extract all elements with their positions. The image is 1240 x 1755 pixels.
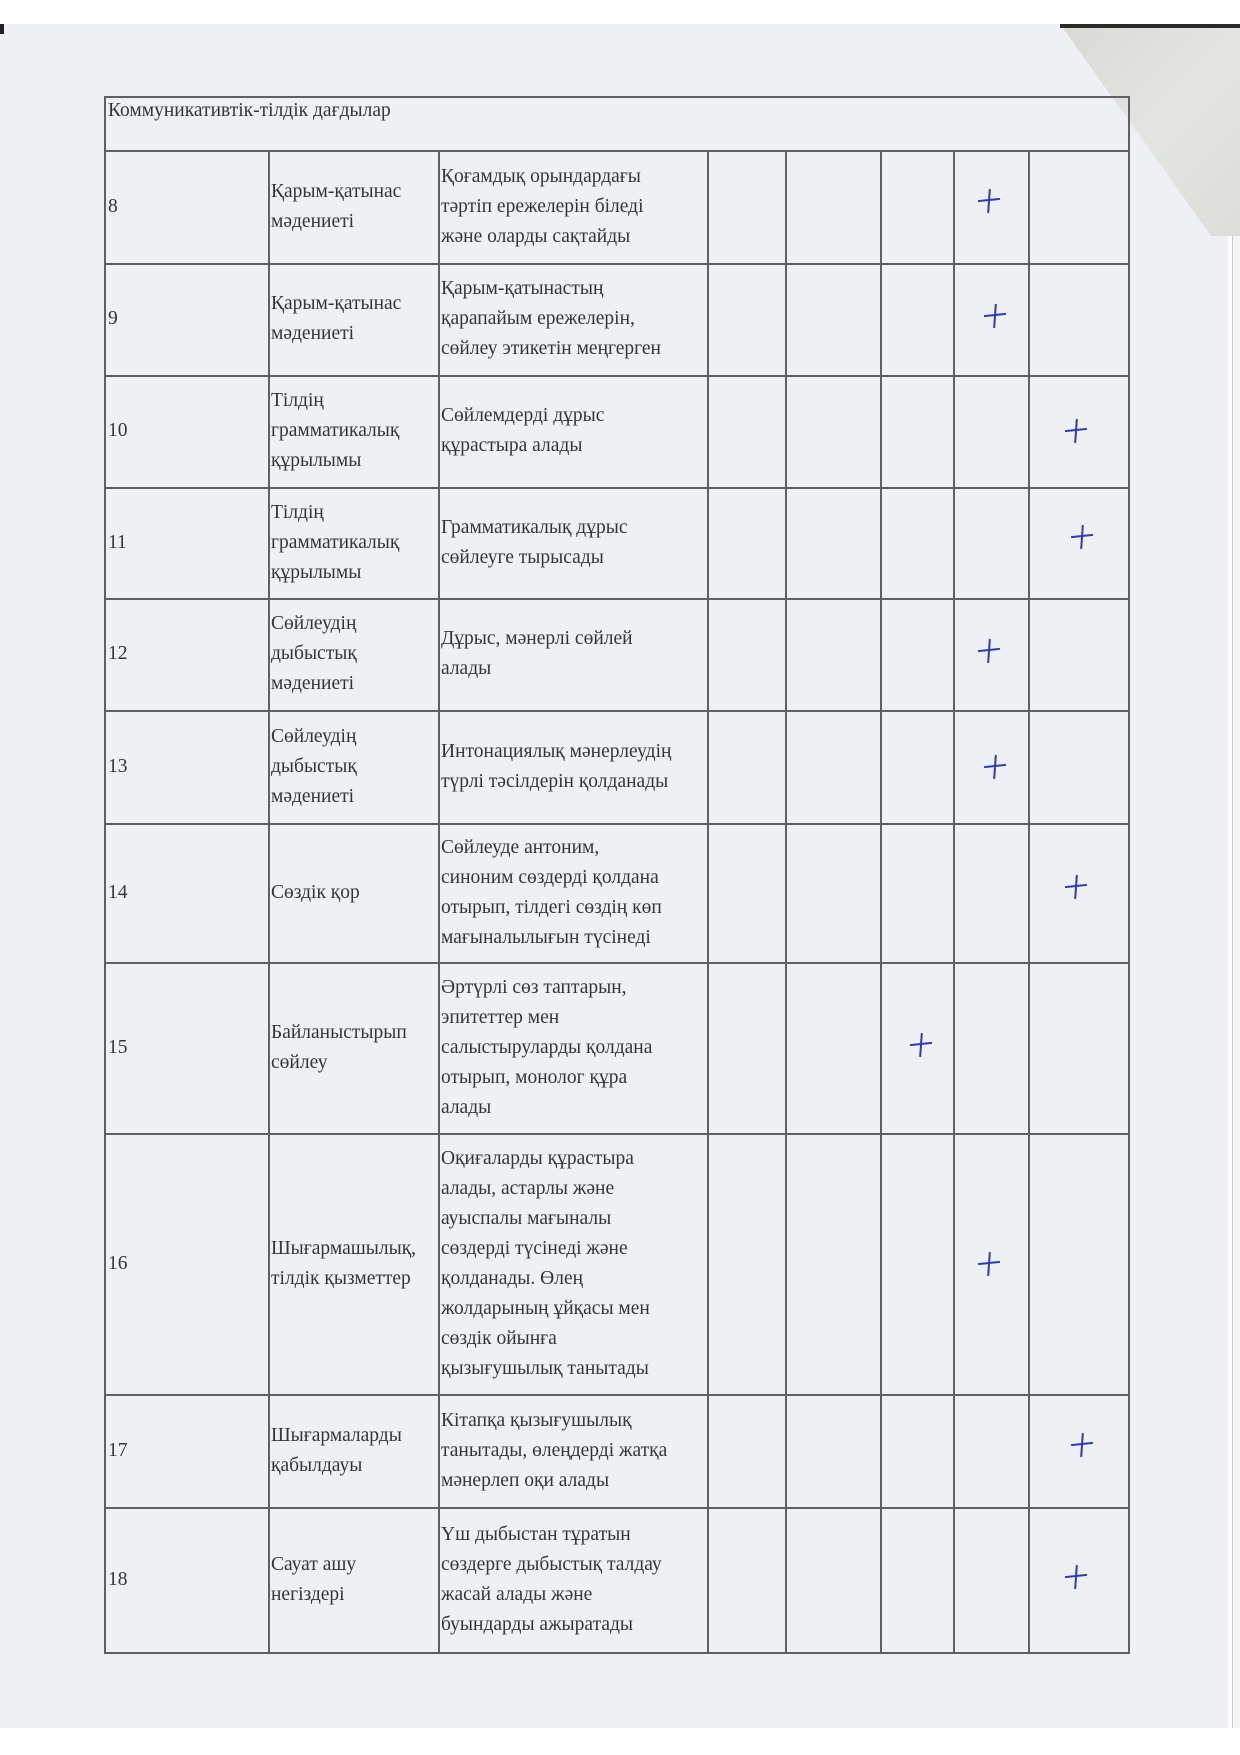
row-number: 12 (108, 643, 128, 664)
checkmark-plus-icon (1069, 523, 1095, 551)
skill-indicator (441, 737, 671, 797)
skill-indicator-line: жасай алады және (441, 1583, 593, 1605)
development-area-line: құрылымы (271, 561, 362, 583)
development-area-line: дыбыстық (271, 755, 357, 777)
skill-indicator-line: отырып, тілдегі сөздің көп (441, 896, 662, 918)
skill-indicator-line: Қарым-қатынастың (441, 278, 604, 299)
skill-indicator-line: Оқиғаларды құрастыра (441, 1147, 634, 1169)
row-number: 17 (108, 1439, 128, 1461)
table-column-rule (880, 150, 882, 1652)
scan-edge-mark (0, 24, 4, 34)
skill-indicator-line: алады (441, 1096, 492, 1118)
skill-indicator (441, 833, 662, 953)
skill-indicator-line: алады, астарлы және (441, 1177, 615, 1199)
skill-indicator (441, 401, 604, 461)
checkmark-plus-icon (1069, 1431, 1095, 1459)
table-row-rule (104, 487, 1130, 489)
development-area (271, 609, 357, 699)
skill-indicator-line: Сөйлеуде антоним, (441, 836, 600, 858)
checkmark-plus-icon (908, 1031, 934, 1059)
skill-indicator (441, 1144, 650, 1384)
checkmark-plus-icon (976, 187, 1002, 215)
checkmark-plus-icon (976, 1250, 1002, 1278)
development-area-line: мәдениеті (271, 673, 355, 694)
development-area-line: грамматикалық (271, 420, 400, 441)
table-row-rule (104, 150, 1130, 152)
development-area (271, 1234, 416, 1294)
skill-indicator-line: сөздерге дыбыстық талдау (441, 1553, 662, 1575)
skill-indicator-line: сөздік ойынға (441, 1327, 557, 1349)
skill-indicator-line: тәртіп ережелерін біледі (441, 195, 644, 217)
table-column-rule (953, 150, 955, 1652)
row-number: 11 (108, 531, 127, 553)
development-area-line: Сөйлеудің (271, 725, 357, 747)
development-area-line: тілдік қызметтер (271, 1267, 411, 1289)
development-area (271, 386, 399, 476)
skill-indicator-line: қарапайым ережелерін, (441, 308, 635, 329)
skill-indicator-line: Әртүрлі сөз таптарын, (441, 976, 627, 998)
table-row-rule (104, 96, 1130, 98)
checkmark-plus-icon (976, 637, 1002, 665)
development-area (271, 1421, 402, 1481)
skill-indicator-line: сөйлеу этикетін меңгерген (441, 338, 661, 359)
table-row-rule (104, 1507, 1130, 1509)
development-area (271, 1018, 407, 1078)
table-column-rule (1028, 150, 1030, 1652)
development-area-line: қабылдауы (271, 1454, 363, 1476)
skill-indicator-line: түрлі тәсілдерін қолданады (441, 770, 669, 792)
checkmark-plus-icon (982, 753, 1008, 781)
development-area-line: Шығармашылық, (271, 1237, 417, 1259)
table-row-rule (104, 1652, 1130, 1654)
row-number: 8 (108, 195, 118, 217)
skill-indicator-line: және оларды сақтайды (441, 225, 631, 247)
skill-indicator-line: құрастыра алады (441, 435, 583, 456)
development-area-line: Сөздік қор (271, 881, 360, 903)
row-number: 13 (108, 755, 128, 777)
skill-indicator-line: сөйлеуге тырысады (441, 546, 604, 568)
development-area (271, 878, 360, 908)
development-area-line: Тілдің (271, 501, 324, 523)
row-number: 18 (108, 1568, 128, 1590)
development-area-line: Қарым-қатынас (271, 293, 402, 314)
development-area (271, 177, 401, 237)
checkmark-plus-icon (982, 302, 1008, 330)
table-border-right (1128, 96, 1130, 1654)
row-number: 9 (108, 308, 118, 329)
development-area-line: мәдениеті (271, 210, 355, 232)
skill-indicator-line: танытады, өлеңдерді жатқа (441, 1439, 668, 1461)
skill-indicator-line: алады (441, 658, 492, 679)
development-area-line: дыбыстық (271, 643, 357, 664)
checkmark-plus-icon (1063, 873, 1089, 901)
table-border-left (104, 96, 106, 1654)
skill-indicator-line: отырып, монолог құра (441, 1066, 628, 1088)
skill-indicator-line: Интонациялық мәнерлеудің (441, 740, 672, 762)
development-area (271, 1550, 356, 1610)
development-area-line: Қарым-қатынас (271, 180, 402, 202)
skill-indicator (441, 513, 627, 573)
table-column-rule (785, 150, 787, 1652)
skill-indicator-line: буындарды ажыратады (441, 1613, 634, 1635)
table-column-rule (268, 150, 270, 1652)
table-row-rule (104, 1394, 1130, 1396)
checkmark-plus-icon (1063, 1563, 1089, 1591)
skill-indicator (441, 624, 633, 684)
table-row-rule (104, 710, 1130, 712)
skill-indicator-line: Қоғамдық орындардағы (441, 165, 641, 187)
row-number: 15 (108, 1036, 128, 1058)
development-area (271, 498, 399, 588)
table-row-rule (104, 598, 1130, 600)
skill-indicator-line: мәнерлеп оқи алады (441, 1469, 610, 1491)
skill-indicator-line: Дұрыс, мәнерлі сөйлей (441, 628, 633, 649)
table-row-rule (104, 1133, 1130, 1135)
development-area-line: құрылымы (271, 450, 362, 471)
skill-indicator-line: Грамматикалық дұрыс (441, 516, 628, 538)
development-area-line: сөйлеу (271, 1051, 328, 1073)
skill-indicator-line: мағыналылығын түсінеді (441, 926, 651, 948)
skill-indicator (441, 1520, 662, 1640)
skill-indicator (441, 274, 661, 364)
skill-indicator-line: Сөйлемдерді дұрыс (441, 405, 605, 426)
table-row-rule (104, 823, 1130, 825)
row-number: 14 (108, 881, 128, 903)
table-row-rule (104, 962, 1130, 964)
checkmark-plus-icon (1063, 417, 1089, 445)
skill-indicator-line: эпитеттер мен (441, 1006, 560, 1028)
skill-indicator (441, 1406, 667, 1496)
skill-indicator-line: Үш дыбыстан тұратын (441, 1523, 631, 1545)
folded-corner-edge (1060, 24, 1240, 28)
skill-indicator-line: Кітапқа қызығушылық (441, 1409, 632, 1431)
development-area-line: мәдениеті (271, 785, 355, 807)
skill-indicator-line: салыстыруларды қолдана (441, 1036, 653, 1058)
development-area-line: грамматикалық (271, 531, 400, 553)
development-area-line: мәдениеті (271, 323, 355, 344)
development-area-line: Тілдің (271, 390, 324, 411)
development-area-line: Байланыстырып (271, 1021, 407, 1043)
skill-indicator (441, 162, 644, 252)
skill-indicator-line: қолданады. Өлең (441, 1267, 584, 1289)
development-area-line: Шығармаларды (271, 1424, 402, 1446)
skill-indicator-line: сөздерді түсінеді және (441, 1237, 628, 1259)
row-number: 16 (108, 1252, 128, 1274)
development-area-line: негіздері (271, 1583, 345, 1605)
table-column-rule (707, 150, 709, 1652)
development-area (271, 289, 401, 349)
table-row-rule (104, 375, 1130, 377)
skill-indicator-line: синоним сөздерді қолдана (441, 866, 659, 888)
skill-indicator-line: жолдарының ұйқасы мен (441, 1297, 650, 1319)
skill-indicator (441, 973, 652, 1123)
skill-indicator-line: ауыспалы мағыналы (441, 1207, 612, 1229)
skill-indicator-line: қызығушылық танытады (441, 1357, 649, 1379)
page-right-edge (1232, 24, 1240, 1728)
development-area-line: Сөйлеудің (271, 613, 357, 634)
table-column-rule (438, 150, 440, 1652)
row-number: 10 (108, 420, 128, 441)
table-row-rule (104, 263, 1130, 265)
development-area-line: Сауат ашу (271, 1553, 357, 1575)
section-title: Коммуникативтік-тілдік дағдылар (108, 100, 391, 121)
development-area (271, 722, 357, 812)
